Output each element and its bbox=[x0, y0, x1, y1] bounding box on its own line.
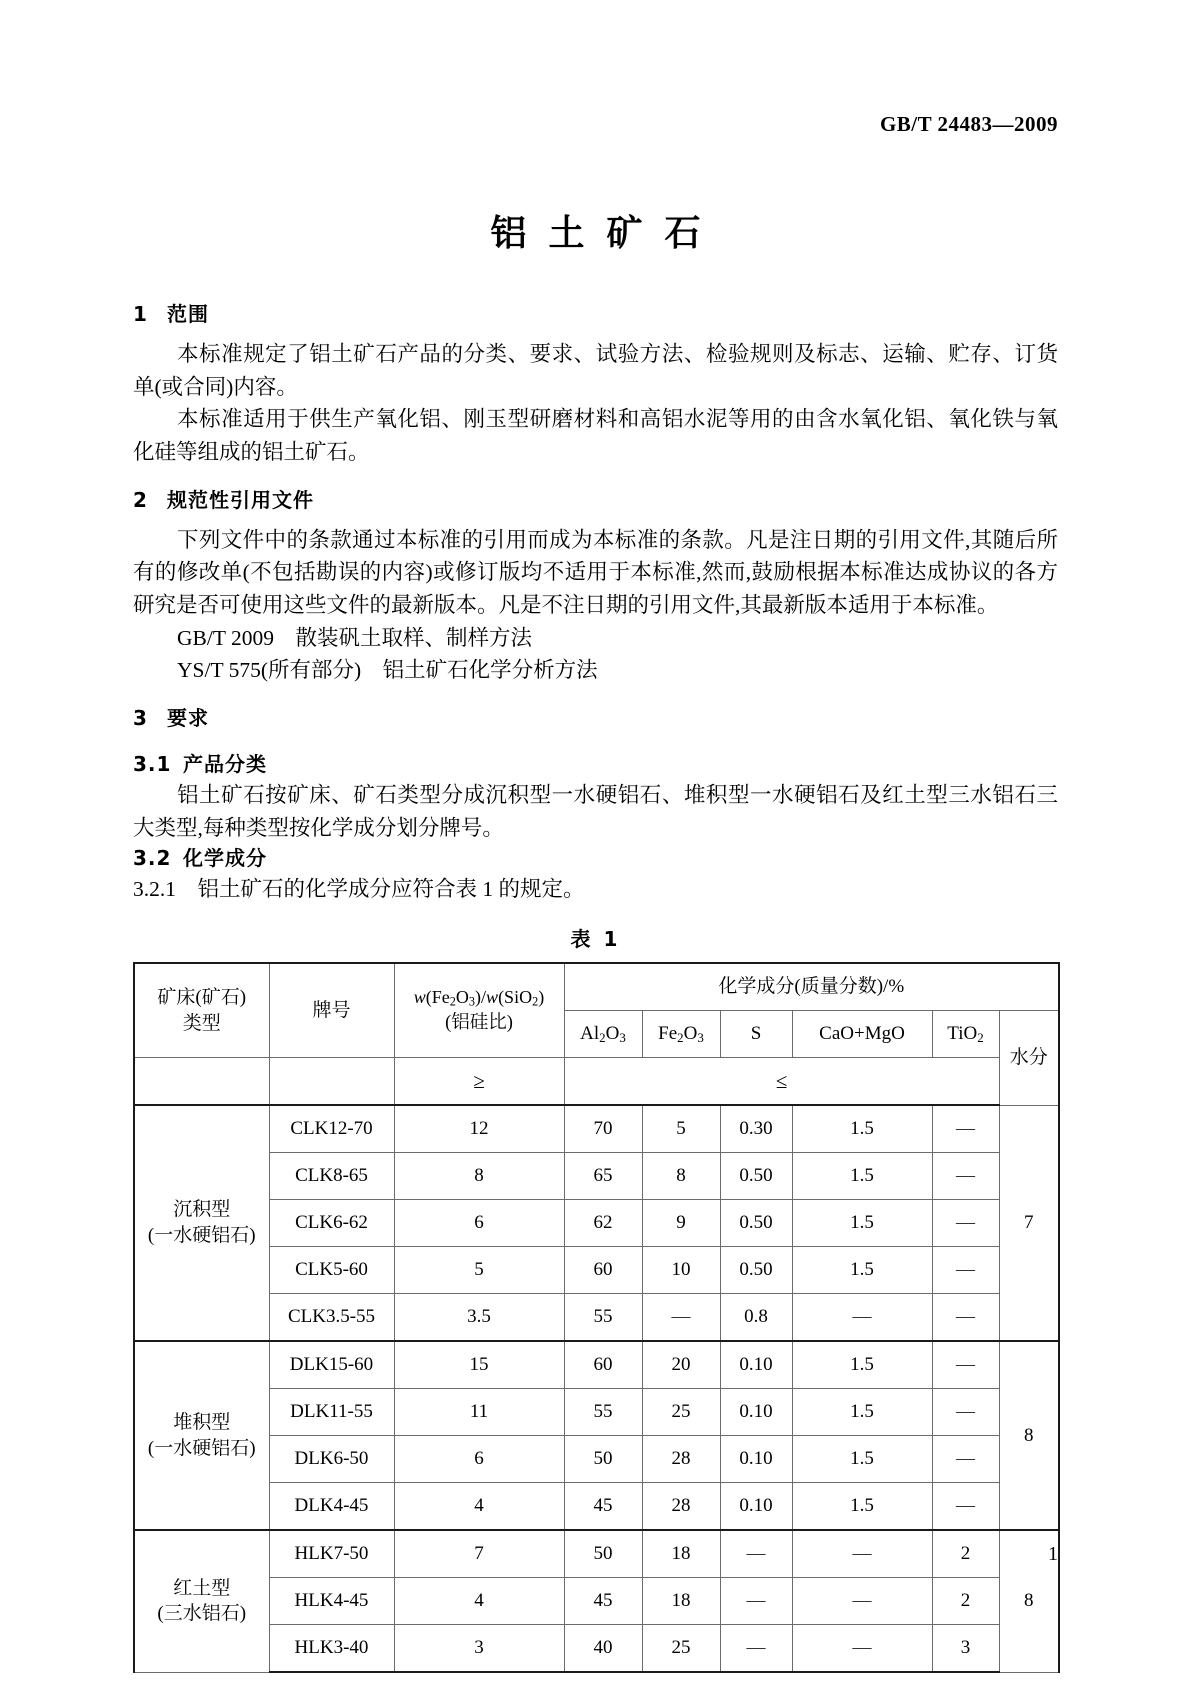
cell-ratio: 7 bbox=[394, 1530, 564, 1578]
cell-al2o3: 65 bbox=[564, 1153, 642, 1200]
cell-cao-mgo: — bbox=[792, 1578, 932, 1625]
clause-number: 3.2 bbox=[133, 846, 172, 871]
paragraph-2-1: 下列文件中的条款通过本标准的引用而成为本标准的条款。凡是注日期的引用文件,其随后所有的修改单(不包括勘误的内容)或修订版均不适用于本标准,然而,鼓励根据本标准达成协议的各方研究是否可使用这些文件的最新版本。凡是不注日期的引用文件,其最新版本适用于本标准。 bbox=[133, 527, 1058, 618]
table-row bbox=[134, 1389, 1059, 1436]
group-type-line1: 堆积型 bbox=[173, 1411, 231, 1433]
header-composition-group: 化学成分(质量分数)/% bbox=[564, 963, 1059, 1011]
clause-title: 规范性引用文件 bbox=[167, 487, 314, 512]
table-header-row-limits bbox=[134, 1058, 1059, 1106]
cell-s: 0.50 bbox=[720, 1200, 792, 1247]
cell-cao-mgo: 1.5 bbox=[792, 1436, 932, 1483]
header-deposit-type-line2: 类型 bbox=[182, 1012, 221, 1034]
cell-grade: CLK3.5-55 bbox=[269, 1294, 394, 1342]
cell-al2o3: 62 bbox=[564, 1200, 642, 1247]
cell-grade: CLK8-65 bbox=[269, 1153, 394, 1200]
cell-al2o3: 60 bbox=[564, 1341, 642, 1389]
table-row bbox=[134, 1105, 1059, 1153]
running-header-standard-number: GB/T 24483—2009 bbox=[879, 112, 1058, 136]
cell-tio2: — bbox=[932, 1294, 999, 1342]
header-moisture: 水分 bbox=[999, 1011, 1059, 1106]
cell-tio2: — bbox=[932, 1247, 999, 1294]
document-body bbox=[133, 300, 1058, 1673]
clause-title: 化学成分 bbox=[183, 846, 267, 871]
limit-spacer-grade bbox=[269, 1058, 394, 1106]
cell-grade: DLK6-50 bbox=[269, 1436, 394, 1483]
cell-s: — bbox=[720, 1625, 792, 1673]
cell-tio2: — bbox=[932, 1341, 999, 1389]
cell-grade: CLK6-62 bbox=[269, 1200, 394, 1247]
cell-al2o3: 40 bbox=[564, 1625, 642, 1673]
header-al2o3: $Al_2O_3$ bbox=[564, 1011, 642, 1058]
table-row bbox=[134, 1341, 1059, 1389]
cell-al2o3: 70 bbox=[564, 1105, 642, 1153]
cell-ratio: 6 bbox=[394, 1200, 564, 1247]
cell-grade: CLK5-60 bbox=[269, 1247, 394, 1294]
cell-s: — bbox=[720, 1530, 792, 1578]
cell-moisture-2: 8 bbox=[999, 1530, 1059, 1672]
group-type-1 bbox=[134, 1341, 269, 1530]
cell-fe2o3: 9 bbox=[642, 1200, 720, 1247]
table-body bbox=[134, 1105, 1059, 1672]
cell-al2o3: 50 bbox=[564, 1436, 642, 1483]
cell-fe2o3: 20 bbox=[642, 1341, 720, 1389]
table-row bbox=[134, 1578, 1059, 1625]
cell-cao-mgo: 1.5 bbox=[792, 1341, 932, 1389]
cell-fe2o3: — bbox=[642, 1294, 720, 1342]
cell-cao-mgo: — bbox=[792, 1625, 932, 1673]
cell-ratio: 3.5 bbox=[394, 1294, 564, 1342]
group-type-line2: (一水硬铝石) bbox=[147, 1437, 256, 1459]
clause-title: 产品分类 bbox=[183, 752, 267, 777]
clause-number: 2 bbox=[133, 487, 148, 512]
cell-grade: DLK11-55 bbox=[269, 1389, 394, 1436]
group-type-0 bbox=[134, 1105, 269, 1341]
cell-grade: HLK4-45 bbox=[269, 1578, 394, 1625]
clause-number: 1 bbox=[133, 302, 148, 326]
group-type-line1: 沉积型 bbox=[173, 1199, 231, 1221]
cell-grade: DLK15-60 bbox=[269, 1341, 394, 1389]
paragraph-3-1-1: 铝土矿石按矿床、矿石类型分成沉积型一水硬铝石、堆积型一水硬铝石及红土型三水铝石三大类型,每种类型按化学成分划分牌号。 bbox=[133, 783, 1058, 840]
group-type-line2: (一水硬铝石) bbox=[147, 1225, 256, 1247]
table-caption: 表 1 bbox=[570, 927, 621, 952]
cell-s: 0.50 bbox=[720, 1153, 792, 1200]
header-s: S bbox=[720, 1011, 792, 1058]
limit-spacer-left bbox=[134, 1058, 269, 1106]
cell-tio2: 3 bbox=[932, 1625, 999, 1673]
clause-title: 要求 bbox=[167, 706, 209, 731]
cell-ratio: 5 bbox=[394, 1247, 564, 1294]
cell-tio2: 2 bbox=[932, 1530, 999, 1578]
clause-heading-3 bbox=[133, 704, 1058, 733]
header-cao-mgo: CaO+MgO bbox=[792, 1011, 932, 1058]
header-deposit-type-line1: 矿床(矿石) bbox=[157, 986, 247, 1008]
cell-tio2: — bbox=[932, 1436, 999, 1483]
paragraph-1-1: 本标准规定了铝土矿石产品的分类、要求、试验方法、检验规则及标志、运输、贮存、订货单(或合同)内容。 bbox=[133, 342, 1058, 399]
table-row bbox=[134, 1153, 1059, 1200]
cell-al2o3: 50 bbox=[564, 1530, 642, 1578]
table-row bbox=[134, 1247, 1059, 1294]
header-fe2o3: $Fe_2O_3$ bbox=[642, 1011, 720, 1058]
cell-cao-mgo: 1.5 bbox=[792, 1483, 932, 1531]
cell-al2o3: 55 bbox=[564, 1294, 642, 1342]
cell-ratio: 3 bbox=[394, 1625, 564, 1673]
cell-ratio: 8 bbox=[394, 1153, 564, 1200]
clause-heading-3-1 bbox=[133, 750, 1058, 779]
header-tio2: TiO$_2$ bbox=[932, 1011, 999, 1058]
cell-ratio: 4 bbox=[394, 1483, 564, 1531]
cell-fe2o3: 10 bbox=[642, 1247, 720, 1294]
table-row bbox=[134, 1200, 1059, 1247]
table-row bbox=[134, 1483, 1059, 1531]
normative-reference-1: GB/T 2009 散装矾土取样、制样方法 bbox=[177, 625, 532, 650]
cell-cao-mgo: 1.5 bbox=[792, 1247, 932, 1294]
cell-tio2: — bbox=[932, 1153, 999, 1200]
cell-al2o3: 45 bbox=[564, 1483, 642, 1531]
cell-fe2o3: 18 bbox=[642, 1530, 720, 1578]
header-ratio-label: (铝硅比) bbox=[445, 1013, 513, 1034]
cell-moisture-1: 8 bbox=[999, 1341, 1059, 1530]
page-title: 铝土矿石 bbox=[490, 213, 723, 254]
cell-al2o3: 45 bbox=[564, 1578, 642, 1625]
cell-fe2o3: 5 bbox=[642, 1105, 720, 1153]
clause-heading-2 bbox=[133, 486, 1058, 515]
cell-ratio: 11 bbox=[394, 1389, 564, 1436]
cell-fe2o3: 28 bbox=[642, 1483, 720, 1531]
clause-title: 范围 bbox=[167, 302, 209, 326]
cell-fe2o3: 25 bbox=[642, 1389, 720, 1436]
cell-s: 0.8 bbox=[720, 1294, 792, 1342]
cell-fe2o3: 25 bbox=[642, 1625, 720, 1673]
limit-composition-le: ≤ bbox=[564, 1058, 999, 1106]
cell-s: 0.30 bbox=[720, 1105, 792, 1153]
table-row bbox=[134, 1530, 1059, 1578]
paragraph-1-2: 本标准适用于供生产氧化铝、刚玉型研磨材料和高铝水泥等用的由含水氧化铝、氧化铁与氧化硅等组成的铝土矿石。 bbox=[133, 407, 1058, 465]
cell-ratio: 12 bbox=[394, 1105, 564, 1153]
cell-cao-mgo: — bbox=[792, 1294, 932, 1342]
header-ratio-formula: $w(Fe_2O_3)/w(SiO_2)$ bbox=[413, 986, 545, 1009]
cell-fe2o3: 28 bbox=[642, 1436, 720, 1483]
cell-moisture-0: 7 bbox=[999, 1105, 1059, 1341]
cell-cao-mgo: 1.5 bbox=[792, 1105, 932, 1153]
table-header-row-1 bbox=[134, 963, 1059, 1011]
limit-ratio-ge: ≥ bbox=[394, 1058, 564, 1106]
header-ratio bbox=[394, 963, 564, 1058]
group-type-line1: 红土型 bbox=[173, 1577, 231, 1599]
cell-cao-mgo: — bbox=[792, 1530, 932, 1578]
header-deposit-type bbox=[134, 963, 269, 1058]
cell-cao-mgo: 1.5 bbox=[792, 1389, 932, 1436]
group-type-2 bbox=[134, 1530, 269, 1672]
cell-ratio: 4 bbox=[394, 1578, 564, 1625]
cell-cao-mgo: 1.5 bbox=[792, 1200, 932, 1247]
cell-tio2: — bbox=[932, 1483, 999, 1531]
chemical-composition-table bbox=[133, 962, 1060, 1673]
group-type-line2: (三水铝石) bbox=[157, 1603, 247, 1625]
cell-s: 0.10 bbox=[720, 1389, 792, 1436]
cell-fe2o3: 8 bbox=[642, 1153, 720, 1200]
cell-grade: HLK3-40 bbox=[269, 1625, 394, 1673]
cell-tio2: — bbox=[932, 1105, 999, 1153]
cell-s: 0.10 bbox=[720, 1483, 792, 1531]
cell-grade: CLK12-70 bbox=[269, 1105, 394, 1153]
cell-tio2: — bbox=[932, 1389, 999, 1436]
table-row bbox=[134, 1294, 1059, 1342]
header-grade: 牌号 bbox=[269, 963, 394, 1058]
table-row bbox=[134, 1436, 1059, 1483]
cell-tio2: — bbox=[932, 1200, 999, 1247]
clause-3-2-1-text: 3.2.1 铝土矿石的化学成分应符合表 1 的规定。 bbox=[133, 877, 585, 902]
cell-s: — bbox=[720, 1578, 792, 1625]
cell-grade: HLK7-50 bbox=[269, 1530, 394, 1578]
cell-tio2: 2 bbox=[932, 1578, 999, 1625]
clause-number: 3.1 bbox=[133, 752, 172, 777]
page-number: 1 bbox=[1048, 1543, 1058, 1565]
clause-heading-1 bbox=[133, 300, 1058, 329]
clause-number: 3 bbox=[133, 706, 148, 731]
cell-s: 0.10 bbox=[720, 1341, 792, 1389]
cell-fe2o3: 18 bbox=[642, 1578, 720, 1625]
cell-ratio: 15 bbox=[394, 1341, 564, 1389]
cell-al2o3: 60 bbox=[564, 1247, 642, 1294]
cell-al2o3: 55 bbox=[564, 1389, 642, 1436]
cell-s: 0.10 bbox=[720, 1436, 792, 1483]
cell-s: 0.50 bbox=[720, 1247, 792, 1294]
table-row bbox=[134, 1625, 1059, 1673]
clause-heading-3-2 bbox=[133, 844, 1058, 873]
cell-grade: DLK4-45 bbox=[269, 1483, 394, 1531]
cell-ratio: 6 bbox=[394, 1436, 564, 1483]
normative-reference-2: YS/T 575(所有部分) 铝土矿石化学分析方法 bbox=[177, 658, 598, 683]
cell-cao-mgo: 1.5 bbox=[792, 1153, 932, 1200]
